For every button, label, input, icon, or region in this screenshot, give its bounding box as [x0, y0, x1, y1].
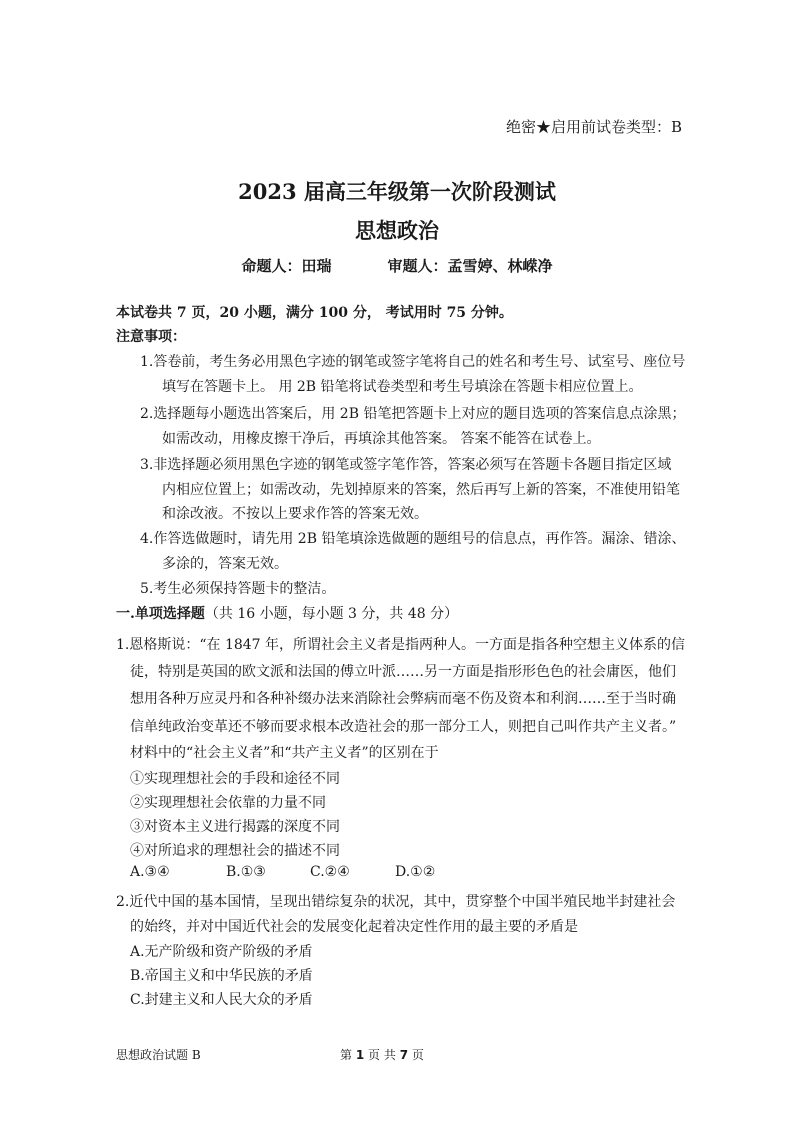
q1-stem-line-4: 信单纯政治变革还不够而要求根本改造社会的那一部分工人，则把自己叫作共产主义者。”: [130, 719, 677, 735]
notice-item-2-line-1: 2.选择题每小题选出答案后，用 2B 铅笔把答题卡上对应的题目选项的答案信息点涂黑；: [140, 406, 686, 422]
page-number: [340, 1046, 424, 1063]
section-title: 一.单项选择题: [116, 606, 205, 622]
section-desc: （共 16 小题，每小题 3 分，共 48 分）: [204, 606, 459, 622]
page-suffix: 页: [411, 1048, 424, 1062]
q2-option-c: C.封建主义和人民大众的矛盾: [130, 992, 313, 1008]
current-page: 1: [355, 1048, 365, 1062]
footer-subject: 思想政治试题 B: [116, 1048, 201, 1062]
q1-statement-3: ③对资本主义进行揭露的深度不同: [130, 819, 340, 835]
q1-statement-4: ④对所追求的理想社会的描述不同: [130, 843, 340, 859]
q2-option-b: B.帝国主义和中华民族的矛盾: [130, 968, 313, 984]
q1-option-c: C.②④: [310, 864, 350, 880]
exam-info: 本试卷共 7 页，20 小题，满分 100 分， 考试用时 75 分钟。: [116, 305, 513, 321]
reviewer: 审题人：孟雪婷、林嵘净: [387, 257, 553, 275]
q1-stem-line-3: 想用各种万应灵丹和各种补缀办法来消除社会弊病而毫不伤及资本和利润……至于当时确: [130, 691, 676, 707]
notice-item-4-line-2: 多涂的，答案无效。: [162, 556, 288, 572]
notice-item-1-line-1: 1.答卷前，考生务必用黑色字迹的钢笔或签字笔将自己的姓名和考生号、试室号、座位号: [140, 354, 686, 370]
notice-item-2-line-2: 如需改动，用橡皮擦干净后，再填涂其他答案。 答案不能答在试卷上。: [162, 431, 601, 447]
page-mid: 页 共: [368, 1048, 396, 1062]
confidential-label: 绝密★启用前试卷类型：B: [505, 118, 682, 136]
notice-item-3-line-3: 和涂改液。不按以上要求作答的答案无效。: [162, 506, 428, 522]
notice-item-5: 5.考生必须保持答题卡的整洁。: [140, 581, 336, 597]
notice-item-4-line-1: 4.作答选做题时，请先用 2B 铅笔填涂选做题的题组号的信息点，再作答。漏涂、错涂、: [140, 531, 686, 547]
q2-stem-line-2: 的始终，并对中国近代社会的发展变化起着决定性作用的最主要的矛盾是: [130, 919, 578, 935]
setter: 命题人：田瑞: [241, 257, 332, 275]
exam-title: 2023 届高三年级第一次阶段测试: [238, 179, 556, 204]
q1-option-d: D.①②: [395, 864, 436, 880]
q1-statement-1: ①实现理想社会的手段和途径不同: [130, 771, 340, 787]
q2-option-a: A.无产阶级和资产阶级的矛盾: [130, 944, 313, 960]
q1-stem-line-1: 1.恩格斯说：“在 1847 年，所谓社会主义者是指两种人。一方面是指各种空想主义体系的信: [116, 637, 686, 653]
page-prefix: 第: [340, 1048, 353, 1062]
notice-item-3-line-2: 内相应位置上；如需改动，先划掉原来的答案，然后再写上新的答案，不准使用铅笔: [162, 482, 680, 498]
authors-line: [0, 255, 794, 276]
q2-stem-line-1: 2.近代中国的基本国情，呈现出错综复杂的状况，其中，贯穿整个中国半殖民地半封建社会: [116, 894, 676, 910]
notice-item-3-line-1: 3.非选择题必须用黑色字迹的钢笔或签字笔作答，答案必须写在答题卡各题目指定区域: [140, 457, 672, 473]
q1-option-b: B.①③: [226, 864, 266, 880]
q1-stem-line-2: 徒，特别是英国的欧文派和法国的傅立叶派……另一方面是指形形色色的社会庸医，他们: [130, 664, 676, 680]
q1-statement-2: ②实现理想社会依靠的力量不同: [130, 795, 326, 811]
q1-option-a: A.③④: [130, 864, 170, 880]
section-heading: [116, 603, 458, 623]
q1-stem-line-5: 材料中的“社会主义者”和“共产主义者”的区别在于: [130, 745, 439, 761]
subject-title: 思想政治: [355, 218, 439, 243]
notice-item-1-line-2: 填写在答题卡上。 用 2B 铅笔将试卷类型和考生号填涂在答题卡相应位置上。: [162, 379, 643, 395]
total-pages: 7: [399, 1048, 409, 1062]
notice-title: 注意事项：: [116, 329, 186, 345]
